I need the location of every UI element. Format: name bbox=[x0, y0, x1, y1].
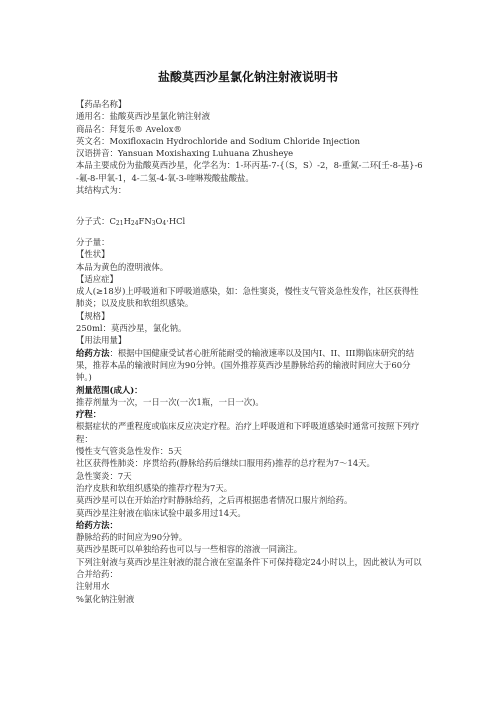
administration-label: 给药方法 bbox=[76, 347, 110, 358]
main-component: 本品主要成份为盐酸莫西沙星，化学名为：1-环丙基-7-{（S，S）-2，8-重氮-二环[壬-8-基}-6-氟-8-甲氧-1，4-二氢-4-氧-3-喹啉羧酸盐酸盐。 bbox=[76, 160, 423, 183]
structure-space bbox=[76, 196, 424, 208]
formula-n-count: 3 bbox=[151, 219, 156, 227]
method-item-compatible: 下列注射液与莫西沙星注射液的混合液在室温条件下可保持稳定24小时以上，因此被认为可以合并给药： bbox=[76, 556, 422, 579]
specification-text: 250ml：莫西沙星，氯化钠。 bbox=[76, 323, 187, 334]
structure-label: 其结构式为： bbox=[76, 185, 127, 196]
method-item-water: 注射用水 bbox=[76, 581, 110, 592]
course-text: 根据症状的严重程度或临床反应决定疗程。治疗上呼吸道和下呼吸道感染时通常可按照下列疗程： bbox=[76, 421, 420, 444]
molecular-formula bbox=[76, 215, 424, 230]
formula-c: C bbox=[109, 215, 116, 226]
indications-text: 成人(≥18岁)上呼吸道和下呼吸道感染，如：急性窦炎，慢性支气管炎急性发作，社区获得性肺炎；以及皮肤和软组织感染。 bbox=[76, 286, 419, 309]
formula-label: 分子式： bbox=[76, 215, 110, 226]
section-heading-specification: 【规格】 bbox=[76, 310, 110, 321]
method-item-combination: 莫西沙星既可以单独给药也可以与一些相容的溶液一同滴注。 bbox=[76, 544, 303, 555]
formula-o-count: 4 bbox=[162, 219, 167, 227]
pinyin-name: 汉语拼音：Yansuan Moxishaxing Luhuana Zhusheye bbox=[76, 148, 294, 159]
course-heading: 疗程： bbox=[76, 409, 102, 420]
formula-c-count: 21 bbox=[115, 219, 124, 227]
course-item-sinusitis: 急性窦炎：7天 bbox=[76, 470, 132, 481]
formula-h-count: 24 bbox=[130, 219, 139, 227]
generic-name: 通用名：盐酸莫西沙星氯化钠注射液 bbox=[76, 111, 210, 122]
formula-h: H bbox=[123, 215, 131, 226]
section-heading-drug-name: 【药品名称】 bbox=[76, 99, 127, 109]
section-heading-indications: 【适应症】 bbox=[76, 273, 118, 284]
course-item-sequential: 莫西沙星可以在开始治疗时静脉给药，之后再根据患者情况口服片剂给药。 bbox=[76, 495, 353, 506]
molecular-weight: 分子量： bbox=[76, 236, 110, 247]
document-body bbox=[76, 98, 424, 605]
formula-fn: FN bbox=[138, 215, 152, 226]
method-item-duration: 静脉给药的时间应为90分钟。 bbox=[76, 532, 188, 543]
trade-name: 商品名：拜复乐® Avelox® bbox=[76, 123, 182, 134]
section-heading-properties: 【性状】 bbox=[76, 249, 110, 260]
course-item-bronchitis: 慢性支气管炎急性发作：5天 bbox=[76, 446, 182, 457]
section-heading-usage: 【用法用量】 bbox=[76, 335, 127, 346]
formula-tail: ·HCl bbox=[166, 215, 186, 226]
course-item-max-days: 莫西沙星注射液在临床试验中最多用过14天。 bbox=[76, 507, 246, 518]
administration-body: ：根据中国健康受试者心脏所能耐受的输液速率以及国内I、II、III期临床研究的结果，推荐本品的输液时间应为90分钟。(国外推荐莫西沙星静脉给药的输液时间应大于60分钟。) bbox=[76, 347, 415, 383]
dose-range-heading: 剂量范围(成人)： bbox=[76, 384, 143, 395]
course-item-pneumonia: 社区获得性肺炎：序贯给药(静脉给药后继续口服用药)推荐的总疗程为7～14天。 bbox=[76, 458, 375, 469]
dose-text: 推荐剂量为一次，一日一次(一次1瓶，一日一次)。 bbox=[76, 396, 264, 407]
properties-text: 本品为黄色的澄明液体。 bbox=[76, 261, 169, 272]
english-name: 英文名：Moxifloxacin Hydrochloride and Sodium Chloride Injection bbox=[76, 135, 361, 146]
page-title: 盐酸莫西沙星氯化钠注射液说明书 bbox=[157, 70, 338, 84]
course-item-skin: 治疗皮肤和软组织感染的推荐疗程为7天。 bbox=[76, 482, 233, 493]
administration-text bbox=[76, 347, 424, 384]
formula-o: O bbox=[155, 215, 163, 226]
method-item-saline: %氯化钠注射液 bbox=[76, 593, 135, 604]
method-heading: 给药方法： bbox=[76, 519, 118, 530]
